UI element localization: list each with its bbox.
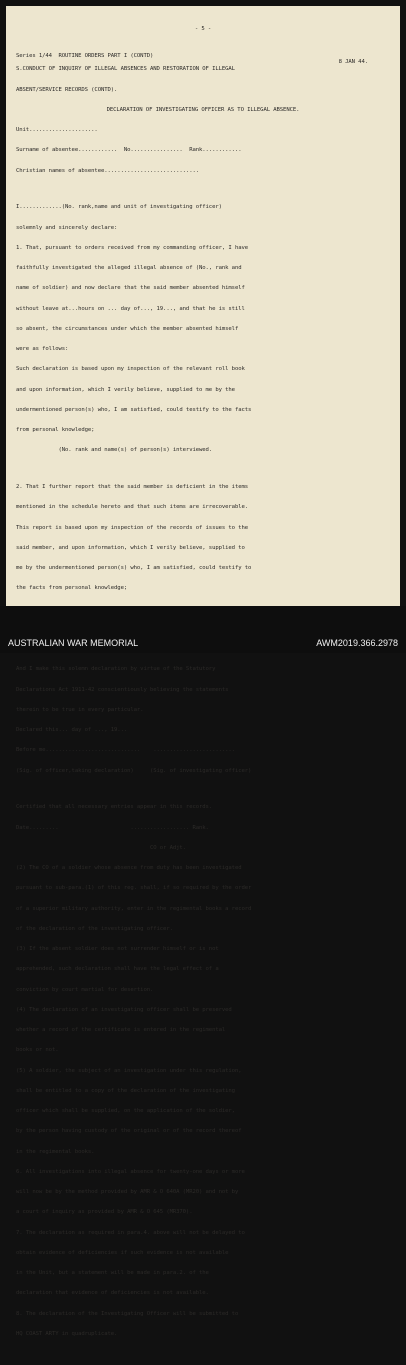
text-line: conviction by court martial for desertion. xyxy=(16,986,154,993)
text-line: S.CONDUCT OF INQUIRY OF ILLEGAL ABSENCES AND RESTORATION OF ILLEGAL xyxy=(16,66,235,73)
text-line: pursuant to sub-para.(1) of this reg. shall, if so required by the order xyxy=(16,885,252,892)
text-line: 2. That I further report that the said member is deficient in the items xyxy=(16,484,249,490)
text-line: (3) If the absent soldier does not surrender himself or is not xyxy=(16,946,219,952)
text-line: said member, and upon information, which I verily believe, supplied to xyxy=(16,544,245,551)
text-line: officer which shall be supplied, on the application of the soldier, xyxy=(16,1108,235,1114)
text-line: 7. The declaration as required in para.4. above will not be delayed to xyxy=(16,1229,245,1236)
text-line: solemnly and sincerely declare: xyxy=(16,224,118,231)
text-line: of the declaration of the investigating officer. xyxy=(16,925,173,932)
text-line: shall be entitled to a copy of the declaration of the investigating xyxy=(16,1087,235,1094)
text-line: HQ COAST ARTY in quadruplicate. xyxy=(16,1330,118,1337)
text-line: name of soldier) and now declare that the said member absented himself xyxy=(16,285,245,292)
text-line: Such declaration is based upon my inspection of the relevant roll book xyxy=(16,366,245,373)
text-line: in the regimental books. xyxy=(16,1148,95,1155)
archive-name: AUSTRALIAN WAR MEMORIAL xyxy=(8,638,139,648)
text-line: obtain evidence of deficiencies if such evidence is not available xyxy=(16,1249,229,1256)
text-line: I.............(No. rank,name and unit of investigating officer) xyxy=(16,204,222,211)
text-line: ABSENT/SERVICE RECORDS (CONTD). xyxy=(16,86,118,93)
text-line: (5) A soldier, the subject of an investigation under this regulation, xyxy=(16,1067,242,1074)
text-line: Date......... .................. Rank. xyxy=(16,824,209,831)
text-line: were as follows: xyxy=(16,346,69,352)
text-line: 8. The declaration of the Investigating Officer will be submitted to xyxy=(16,1310,239,1317)
text-line: Before me............................. ......................... xyxy=(16,747,235,754)
text-line: declaration that evidence of deficiencies is not available. xyxy=(16,1290,209,1297)
text-line: of a superior military authority, enter in the regimental books a record xyxy=(16,905,252,912)
text-line: a court of inquiry as provided by AMR & O 645 (MR370). xyxy=(16,1209,193,1216)
text-line: (4) The declaration of an investigating officer shall be preserved xyxy=(16,1006,232,1013)
text-line: mentioned in the schedule hereto and that such items are irrecoverable. xyxy=(16,504,249,511)
text-line: whether a record of the certificate is entered in the regimental xyxy=(16,1027,226,1033)
header-date: 8 JAN 44. xyxy=(338,59,368,66)
text-line: This report is based upon my inspection of the records of issues to the xyxy=(16,524,249,531)
text-line: in the Unit, but a statement will be made in para.2. of the xyxy=(16,1270,209,1276)
text-line: (No. rank and name(s) of person(s) interviewed. xyxy=(16,447,213,454)
text-line: Certified that all necessary entries appear in this records. xyxy=(16,804,213,811)
page-number: - 5 - xyxy=(194,25,212,32)
text-line: (Sig. of officer,taking declaration) (Sig. of investigating officer) xyxy=(16,767,252,774)
text-line: faithfully investigated the alleged illegal absence of (No., rank and xyxy=(16,265,242,271)
text-line: 6. All investigations into illegal absence for twenty-one days or more xyxy=(16,1168,245,1175)
text-line: undermentioned person(s) who, I am satisfied, could testify to the facts xyxy=(16,406,252,413)
text-line: Declarations Act 1911-42 conscientiously believing the statements xyxy=(16,686,229,693)
text-line: from personal knowledge; xyxy=(16,427,95,433)
archive-footer xyxy=(0,606,406,653)
text-line: 1. That, pursuant to orders received from my commanding officer, I have xyxy=(16,244,249,251)
text-line: therein to be true in every particular. xyxy=(16,706,144,713)
text-line: Unit..................... xyxy=(16,127,98,133)
document-text xyxy=(16,12,390,1365)
series-heading: Series 1/44 ROUTINE ORDERS PART I (CONTD) xyxy=(16,52,154,59)
text-line: apprehended, such declaration shall have the legal effect of a xyxy=(16,966,219,973)
text-line: the facts from personal knowledge; xyxy=(16,585,128,592)
text-line: me by the undermentioned person(s) who, I am satisfied, could testify to xyxy=(16,565,252,571)
text-line: Declared this... day of ..., 19... xyxy=(16,727,128,733)
text-line: Surname of absentee............ No................ Rank............ xyxy=(16,147,242,154)
text-line: will now be by the method provided by AMR & O 640A (MR20) and not by xyxy=(16,1189,239,1195)
section-heading: DECLARATION OF INVESTIGATING OFFICER AS TO ILLEGAL ABSENCE. xyxy=(106,106,300,113)
text-line: by the person having custody of the original or of the record thereof xyxy=(16,1128,242,1135)
text-line: and upon information, which I verily believe, supplied to me by the xyxy=(16,386,235,393)
document-header xyxy=(16,46,390,66)
text-line: (2) The CO of a soldier whose absence from duty has been investigated xyxy=(16,865,242,871)
text-line: books or not. xyxy=(16,1047,59,1054)
text-line: without leave at...hours on ... day of..., 19..., and that he is still xyxy=(16,305,245,312)
text-line: And I make this solemn declaration by virtue of the Statutory xyxy=(16,666,216,673)
text-line: so absent, the circumstances under which the member absented himself xyxy=(16,325,239,332)
text-line: CO or Adjt. xyxy=(16,844,186,851)
text-line: Christian names of absentee............................. xyxy=(16,167,199,174)
archive-reference: AWM2019.366.2978 xyxy=(316,638,398,648)
